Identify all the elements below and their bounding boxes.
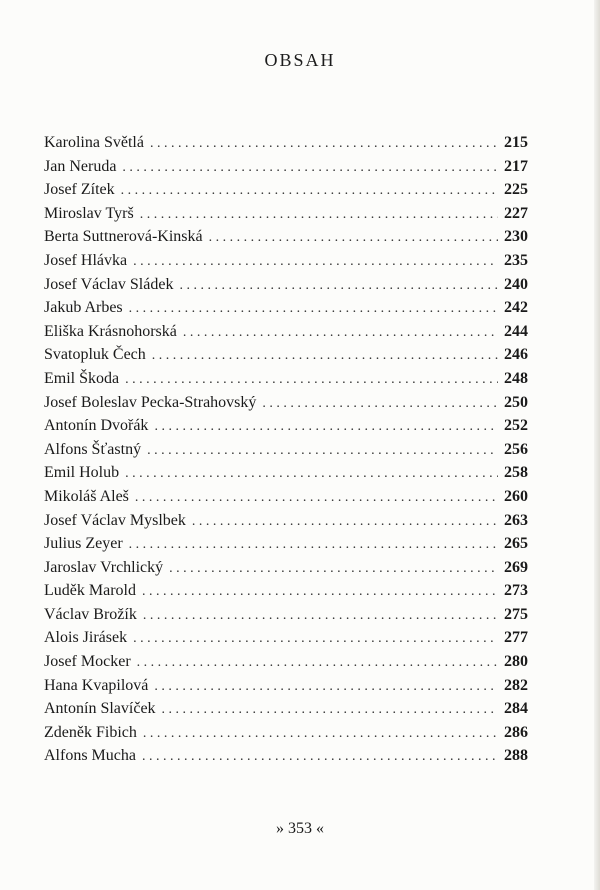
- toc-entry: [44, 202, 528, 226]
- dot-leader: [129, 533, 498, 557]
- dot-leader: [179, 274, 498, 298]
- toc-entry: [44, 603, 528, 627]
- dot-leader: [143, 722, 498, 746]
- toc-entry: [44, 579, 528, 603]
- toc-entry-name: Hana Kvapilová: [44, 676, 149, 694]
- toc-entry-name: Josef Mocker: [44, 653, 131, 671]
- toc-entry-page: 282: [504, 676, 528, 694]
- toc-entry: [44, 650, 528, 674]
- dot-leader: [142, 580, 498, 604]
- toc-entry: [44, 744, 528, 768]
- toc-entry-page: 284: [504, 700, 528, 718]
- dot-leader: [133, 627, 498, 651]
- toc-entry-page: 286: [504, 723, 528, 741]
- toc-entry: [44, 343, 528, 367]
- toc-entry-page: 263: [504, 511, 528, 529]
- toc-entry-page: 230: [504, 228, 528, 246]
- toc-entry-page: 248: [504, 369, 528, 387]
- toc-entry: [44, 721, 528, 745]
- toc-entry-name: Václav Brožík: [44, 605, 137, 623]
- dot-leader: [137, 651, 498, 675]
- toc-entry-name: Berta Suttnerová-Kinská: [44, 228, 203, 246]
- toc-entry-name: Emil Škoda: [44, 369, 120, 387]
- toc-entry: [44, 509, 528, 533]
- toc-entry-page: 269: [504, 558, 528, 576]
- page-title: OBSAH: [264, 50, 336, 70]
- toc-entry: [44, 296, 528, 320]
- toc-entry-page: 235: [504, 251, 528, 269]
- toc-entry-page: 273: [504, 582, 528, 600]
- toc-entry-page: 277: [504, 629, 528, 647]
- toc-entry-page: 252: [504, 417, 528, 435]
- dot-leader: [154, 415, 498, 439]
- dot-leader: [122, 156, 498, 180]
- toc-entry-name: Josef Václav Sládek: [44, 275, 174, 293]
- toc-entry: [44, 155, 528, 179]
- toc-entry-page: 280: [504, 653, 528, 671]
- toc-entry-page: 246: [504, 346, 528, 364]
- toc-entry-name: Svatopluk Čech: [44, 346, 146, 364]
- toc-entry: [44, 461, 528, 485]
- dot-leader: [142, 745, 498, 769]
- toc-entry-name: Emil Holub: [44, 464, 120, 482]
- dot-leader: [147, 439, 498, 463]
- dot-leader: [135, 486, 498, 510]
- dot-leader: [133, 250, 498, 274]
- page-number: » 353 «: [276, 820, 324, 837]
- toc-entry-name: Karolina Světlá: [44, 134, 144, 151]
- toc-entry: [44, 320, 528, 344]
- toc-entry-name: Josef Hlávka: [44, 251, 128, 269]
- toc-entry-page: 258: [504, 464, 528, 482]
- toc-entry-page: 265: [504, 535, 528, 553]
- dot-leader: [169, 557, 498, 581]
- dot-leader: [150, 132, 498, 156]
- toc-entry-page: 244: [504, 322, 528, 340]
- dot-leader: [192, 510, 498, 534]
- page-edge-shadow: [594, 0, 600, 890]
- toc-entry: [44, 249, 528, 273]
- dot-leader: [162, 698, 498, 722]
- toc-entry: [44, 674, 528, 698]
- toc-entry-page: 260: [504, 487, 528, 505]
- toc-entry: [44, 391, 528, 415]
- dot-leader: [125, 368, 498, 392]
- toc-entry-name: Julius Zeyer: [44, 535, 123, 553]
- dot-leader: [129, 297, 498, 321]
- dot-leader: [209, 226, 498, 250]
- toc-entry-name: Josef Václav Myslbek: [44, 511, 186, 529]
- toc-entry-page: 288: [504, 747, 528, 765]
- dot-leader: [183, 321, 498, 345]
- toc-entry: [44, 438, 528, 462]
- toc-entry: [44, 626, 528, 650]
- toc-entry: [44, 485, 528, 509]
- toc-entry-page: 275: [504, 605, 528, 623]
- toc-entry-page: 240: [504, 275, 528, 293]
- toc-entry-name: Alfons Mucha: [44, 747, 136, 765]
- toc-entry-name: Miroslav Tyrš: [44, 204, 134, 222]
- dot-leader: [262, 392, 498, 416]
- toc-entry: [44, 131, 528, 155]
- toc-entry: [44, 556, 528, 580]
- toc-entry-page: 215: [504, 134, 528, 151]
- toc-entry-name: Jakub Arbes: [44, 299, 123, 317]
- dot-leader: [121, 179, 498, 203]
- dot-leader: [140, 203, 498, 227]
- toc-entry: [44, 178, 528, 202]
- dot-leader: [143, 604, 498, 628]
- toc-entry-name: Josef Boleslav Pecka-Strahovský: [44, 393, 257, 411]
- toc-entry-page: 242: [504, 299, 528, 317]
- toc-entry-page: 227: [504, 204, 528, 222]
- toc-entry: [44, 697, 528, 721]
- toc-entry-page: 256: [504, 440, 528, 458]
- toc-entry-name: Josef Zítek: [44, 181, 115, 199]
- toc-entry-name: Eliška Krásnohorská: [44, 322, 177, 340]
- toc-entry-name: Antonín Dvořák: [44, 417, 149, 435]
- toc-entry: [44, 414, 528, 438]
- table-of-contents: [44, 131, 528, 768]
- dot-leader: [125, 462, 498, 486]
- toc-entry-name: Jan Neruda: [44, 157, 117, 175]
- toc-entry: [44, 532, 528, 556]
- dot-leader: [154, 675, 498, 699]
- toc-entry: [44, 273, 528, 297]
- toc-entry: [44, 225, 528, 249]
- toc-entry-page: 217: [504, 157, 528, 175]
- toc-entry-name: Jaroslav Vrchlický: [44, 558, 164, 576]
- toc-entry-page: 225: [504, 181, 528, 199]
- toc-entry-page: 250: [504, 393, 528, 411]
- dot-leader: [152, 344, 498, 368]
- toc-entry: [44, 367, 528, 391]
- toc-entry-name: Zdeněk Fibich: [44, 723, 137, 741]
- toc-entry-name: Alois Jirásek: [44, 629, 128, 647]
- toc-entry-name: Antonín Slavíček: [44, 700, 156, 718]
- toc-entry-name: Alfons Šťastný: [44, 440, 142, 458]
- toc-entry-name: Luděk Marold: [44, 582, 136, 600]
- toc-entry-name: Mikoláš Aleš: [44, 487, 129, 505]
